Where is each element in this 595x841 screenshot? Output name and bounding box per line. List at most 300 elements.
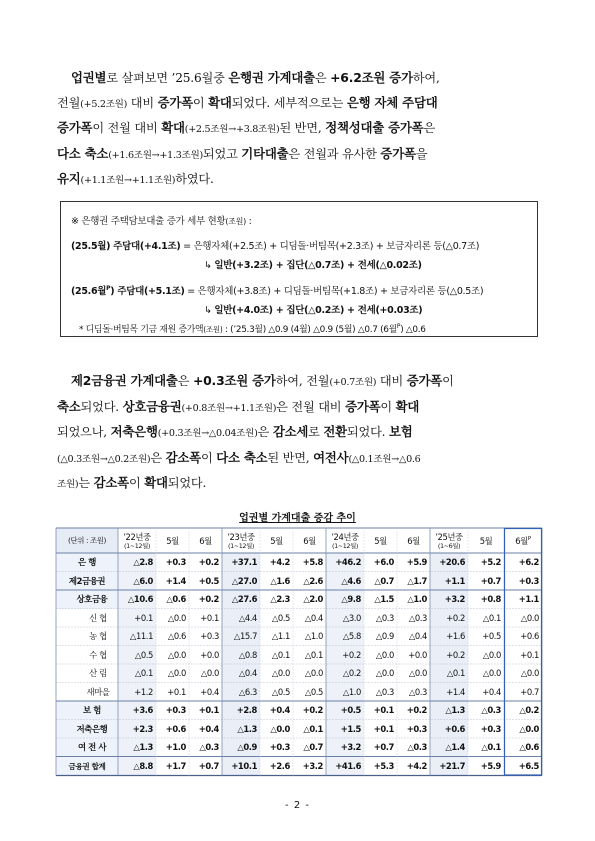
table-cell: △0.4 (222, 664, 260, 683)
table-cell: +0.3 (468, 720, 504, 739)
body-text: 은 (314, 71, 331, 85)
table-cell: △0.8 (222, 646, 260, 665)
table-cell: △0.0 (364, 664, 397, 683)
col-head (222, 528, 260, 553)
body-text: 하여, (412, 71, 440, 85)
paragraph-banking-sector (57, 66, 539, 193)
table-cell: +0.1 (504, 646, 542, 665)
col-head-sub: (1~12월) (332, 541, 358, 550)
col-head-text: 6월 (515, 535, 528, 546)
table-cell: +0.5 (189, 572, 222, 591)
table-cell: △1.4 (430, 738, 468, 757)
table-cell: +0.2 (189, 590, 222, 609)
table-cell: △0.0 (364, 646, 397, 665)
table-cell: △27.0 (222, 572, 260, 591)
table-cell: +0.4 (189, 683, 222, 702)
emphasis-text: 증가폭 (380, 145, 416, 161)
box-arrow-1: ↳ (204, 260, 215, 271)
table-cell: +0.3 (189, 627, 222, 646)
table-cell: +0.0 (189, 646, 222, 665)
table-cell: △0.1 (468, 738, 504, 757)
table-row (56, 553, 542, 572)
table-cell: +2.8 (222, 701, 260, 720)
table-cell: △1.1 (260, 627, 293, 646)
table-cell: △0.0 (397, 664, 430, 683)
table-cell: +10.1 (222, 757, 260, 776)
table-cell: △1.5 (364, 590, 397, 609)
body-text: 로 (308, 425, 324, 439)
emphasis-text: +0.3조원 증가 (192, 373, 276, 388)
table-title-text: 업권별 가계대출 증감 추이 (239, 513, 356, 524)
table-cell: +6.5 (504, 757, 542, 776)
emphasis-text: 확대 (395, 398, 420, 414)
table-cell: △6.0 (118, 572, 156, 591)
body-text: 하여, 전월 (275, 374, 330, 388)
box-title-unit: (조원) (225, 217, 246, 226)
body-text: 되었고 (202, 146, 242, 161)
table-cell: +0.0 (397, 646, 430, 665)
table-cell: △0.9 (364, 627, 397, 646)
para2-line-2 (57, 395, 539, 421)
table-cell: +0.1 (364, 701, 397, 720)
table-cell: △0.7 (364, 572, 397, 591)
table-cell: △0.1 (468, 609, 504, 628)
table-cell: +0.3 (504, 572, 542, 591)
col-head: 6월 (397, 528, 430, 553)
emphasis-text: 상호금융권 (122, 398, 182, 414)
table-cell: △0.6 (156, 627, 189, 646)
col-head (326, 528, 364, 553)
table-cell: +1.5 (326, 720, 364, 739)
table-cell: +1.0 (156, 738, 189, 757)
table-cell: △9.8 (326, 590, 364, 609)
table-cell: +20.6 (430, 553, 468, 572)
table-cell: △0.7 (293, 738, 326, 757)
table-row (56, 720, 542, 739)
table-row (56, 738, 542, 757)
col-head-sup: P (527, 535, 531, 542)
table-cell: △1.6 (260, 572, 293, 591)
para2-line-3 (57, 420, 539, 446)
table-cell: △10.6 (118, 590, 156, 609)
body-text: 은 (257, 425, 273, 439)
emphasis-text: 여전사 (313, 449, 349, 465)
table-cell: +5.2 (468, 553, 504, 572)
table-row (56, 572, 542, 591)
emphasis-text: 전환 (323, 424, 347, 439)
table-cell: +5.9 (468, 757, 504, 776)
box-row-may-equation: = 은행자체(+2.5조) + 디딤돌·버팀목(+2.3조) + 보금자리론 등(△0.7조) (180, 241, 480, 252)
table-cell: +1.4 (156, 572, 189, 591)
body-text: 된 반면, (267, 450, 314, 465)
para1-line-5 (57, 167, 539, 193)
col-head: 5월 (156, 528, 189, 553)
table-cell: +1.7 (156, 757, 189, 776)
box-footnote-unit: (조원) (203, 325, 223, 334)
table-cell: +2.3 (118, 720, 156, 739)
table-row (56, 609, 542, 628)
col-head-latest (504, 528, 542, 553)
emphasis-text: 업권별 (71, 70, 107, 85)
table-cell: △0.3 (397, 683, 430, 702)
table-cell: +6.2 (504, 553, 542, 572)
table-cell: △0.0 (156, 609, 189, 628)
row-label: 여 전 사 (56, 738, 118, 757)
table-cell: +4.2 (260, 553, 293, 572)
table-cell: +0.2 (326, 646, 364, 665)
table-cell: △0.5 (260, 683, 293, 702)
emphasis-text: 기타대출 (241, 145, 289, 161)
emphasis-text: 감소폭 (93, 475, 129, 490)
box-title-end: : (245, 216, 252, 227)
box-title-text: ※ 은행권 주택담보대출 증가 세부 현황 (71, 216, 226, 227)
body-text: 은 (177, 374, 193, 388)
box-row-june-label-a: (25.6월 (71, 286, 107, 297)
body-text: (+1.1조원→+1.1조원) (80, 175, 176, 186)
table-cell: △2.0 (293, 590, 326, 609)
box-row-june (71, 283, 483, 297)
row-label: 저축은행 (56, 720, 118, 739)
col-head-text: ’25년중 (435, 531, 463, 542)
body-text: 되었으나, (57, 425, 111, 439)
body-text: 되었다. (80, 399, 123, 414)
emphasis-text: 정책성대출 증가폭 (325, 120, 424, 135)
emphasis-text: +6.2조원 증가 (330, 70, 413, 85)
table-cell: △0.0 (156, 664, 189, 683)
table-cell: +0.1 (364, 720, 397, 739)
row-label: 보 험 (56, 701, 118, 720)
table-cell: +0.4 (260, 701, 293, 720)
table-cell: △0.5 (260, 609, 293, 628)
body-text: 은 (423, 121, 436, 135)
table-cell: +5.3 (364, 757, 397, 776)
table-cell: △0.3 (397, 738, 430, 757)
table-cell: +46.2 (326, 553, 364, 572)
box-footnote-text: * 디딤돌·버팀목 기금 재원 증가액 (79, 325, 204, 335)
col-head-text: ’23년중 (227, 531, 255, 542)
table-cell: △0.9 (222, 738, 260, 757)
body-text: 대비 (376, 374, 407, 388)
table-cell: +4.2 (397, 757, 430, 776)
row-label: 신 협 (56, 609, 118, 628)
table-cell: +0.4 (189, 720, 222, 739)
box-arrow-2: ↳ (204, 305, 215, 316)
body-text: 이 (128, 476, 145, 490)
table-cell: △0.3 (397, 609, 430, 628)
table-cell: △0.0 (504, 664, 542, 683)
table-cell: +0.3 (156, 701, 189, 720)
body-text: (+1.6조원→+1.3조원) (108, 149, 203, 161)
table-cell: △8.8 (118, 757, 156, 776)
body-text: 은 (150, 450, 166, 465)
paragraph-nonbank-sector (57, 369, 539, 497)
col-head: 5월 (468, 528, 504, 553)
table-cell: +0.7 (468, 572, 504, 591)
table-cell: △11.1 (118, 627, 156, 646)
table-title (0, 509, 595, 524)
table-cell: +0.7 (504, 683, 542, 702)
table-cell: △0.2 (326, 664, 364, 683)
para2-line-5 (57, 471, 539, 497)
table-cell: +3.2 (430, 590, 468, 609)
emphasis-text: 감소세 (272, 424, 309, 439)
body-text: 을 (415, 146, 428, 161)
emphasis-text: 증가폭 (345, 398, 381, 414)
table-row (56, 627, 542, 646)
table-cell: △1.0 (397, 590, 430, 609)
box-title (71, 213, 252, 227)
emphasis-text: 증가폭 (157, 94, 193, 110)
col-head-text: ’22년중 (123, 531, 151, 542)
table-cell: +5.8 (293, 553, 326, 572)
table-cell: +0.3 (260, 738, 293, 757)
table-cell: +0.8 (468, 590, 504, 609)
table-cell: +41.6 (326, 757, 364, 776)
row-label: 금융권 합계 (56, 757, 118, 776)
body-text: 되었다. (167, 476, 207, 490)
emphasis-text: 감소폭 (165, 449, 201, 465)
emphasis-text: 저축은행 (110, 424, 158, 439)
box-row-june-label-b: ) 주담대(+5.1조) (110, 286, 185, 297)
table-cell: △0.6 (504, 738, 542, 757)
body-text: 조원) (57, 479, 79, 490)
body-text: 이 (200, 450, 217, 465)
unit-header: (단위 : 조원) (56, 528, 118, 553)
para2-line-1 (57, 369, 539, 395)
table-cell: △1.0 (293, 627, 326, 646)
table-row (56, 664, 542, 683)
body-text: 로 살펴보면 ’25.6월중 (106, 71, 229, 85)
body-text: 되었다. (346, 425, 389, 439)
table-cell: △0.0 (260, 720, 293, 739)
page-number: - 2 - (285, 800, 310, 811)
table-cell: △3.0 (326, 609, 364, 628)
table-cell: △0.1 (430, 664, 468, 683)
table-cell: △1.0 (326, 683, 364, 702)
row-label: 산 림 (56, 664, 118, 683)
body-text: 하였다. (175, 172, 214, 186)
table-cell: △0.0 (468, 664, 504, 683)
table-cell: △0.0 (189, 664, 222, 683)
body-text: 이 (442, 374, 454, 388)
emphasis-text: 다소 축소 (216, 449, 268, 465)
table-cell: △0.1 (293, 646, 326, 665)
emphasis-text: 증가폭 (57, 120, 93, 135)
table-cell: △27.6 (222, 590, 260, 609)
para1-line-2 (57, 91, 539, 117)
table-cell: +0.5 (468, 627, 504, 646)
emphasis-text: 은행 자체 주담대 (346, 94, 438, 110)
col-head: 5월 (260, 528, 293, 553)
table-cell: △4.4 (222, 609, 260, 628)
body-text: 대비 (127, 95, 158, 110)
row-label: 제2금융권 (56, 572, 118, 591)
row-label: 새마을 (56, 683, 118, 702)
table-cell: △1.3 (430, 701, 468, 720)
table-cell: +1.4 (430, 683, 468, 702)
table-cell: +5.9 (397, 553, 430, 572)
body-text: 은 전월과 유사한 (288, 146, 381, 161)
emphasis-text: 확대 (208, 94, 232, 110)
table-cell: △0.6 (156, 590, 189, 609)
table-cell: △0.0 (293, 664, 326, 683)
row-label: 상호금융 (56, 590, 118, 609)
body-text: 은 전월 대비 (276, 399, 346, 414)
col-head-sub: (1~12월) (124, 541, 150, 550)
table-cell: △1.3 (118, 738, 156, 757)
body-text: 된 반면, (279, 121, 326, 135)
emphasis-text: 보험 (389, 424, 413, 439)
table-cell: +0.7 (189, 757, 222, 776)
table-cell: +0.4 (468, 683, 504, 702)
body-text: 이 전월 대비 (92, 121, 162, 135)
table-cell: +3.6 (118, 701, 156, 720)
para1-line-4 (57, 142, 539, 168)
table-row (56, 646, 542, 665)
table-cell: +2.6 (260, 757, 293, 776)
body-text: 는 (78, 476, 94, 490)
table-cell: +0.1 (156, 683, 189, 702)
table-cell: △0.3 (364, 683, 397, 702)
table-cell: △2.8 (118, 553, 156, 572)
table-row (56, 683, 542, 702)
box-footnote-sup: P (396, 323, 401, 331)
body-text: 되었다. 세부적으로는 (231, 95, 347, 110)
loan-trend-table (56, 528, 542, 776)
table-cell: △0.0 (468, 646, 504, 665)
para2-line-4 (57, 446, 539, 472)
col-head-text: ’24년중 (331, 531, 359, 542)
table-cell: △1.3 (222, 720, 260, 739)
box-row-june-equation: = 은행자체(+3.8조) + 디딤돌·버팀목(+1.8조) + 보금자리론 등(△0.5조) (184, 286, 484, 297)
table-cell: △0.3 (364, 609, 397, 628)
table-cell: +37.1 (222, 553, 260, 572)
table-cell: +3.2 (326, 738, 364, 757)
emphasis-text: 은행권 가계대출 (228, 70, 315, 85)
table-cell: △0.3 (468, 701, 504, 720)
table-cell: +1.6 (430, 627, 468, 646)
emphasis-text: 제2금융권 가계대출 (71, 373, 178, 388)
table-cell: △6.3 (222, 683, 260, 702)
body-text: (+5.2조원) (80, 98, 128, 110)
table-cell: △4.6 (326, 572, 364, 591)
table-cell: △0.1 (293, 720, 326, 739)
table-cell: +0.7 (364, 738, 397, 757)
table-cell: +1.1 (430, 572, 468, 591)
col-head (430, 528, 468, 553)
table-cell: +0.2 (430, 646, 468, 665)
table-cell: +0.6 (504, 627, 542, 646)
box-footnote-values: : (’25.3월) △0.9 (4월) △0.9 (5월) △0.7 (6월 (222, 325, 397, 335)
emphasis-text: 유지 (57, 171, 81, 186)
emphasis-text: 증가폭 (406, 373, 443, 388)
table-row (56, 590, 542, 609)
para1-line-3 (57, 116, 539, 142)
table-cell: +0.2 (397, 701, 430, 720)
table-header-row (56, 528, 542, 553)
emphasis-text: 확대 (161, 120, 185, 135)
body-text: 이 (192, 95, 209, 110)
body-text: (+0.3조원→△0.04조원) (157, 428, 258, 439)
col-head: 5월 (364, 528, 397, 553)
table-cell: +3.2 (293, 757, 326, 776)
table-cell: △0.5 (118, 646, 156, 665)
table-cell: +1.2 (118, 683, 156, 702)
table-cell: △2.3 (260, 590, 293, 609)
table-cell: +21.7 (430, 757, 468, 776)
table-cell: +0.2 (293, 701, 326, 720)
table-cell: +0.3 (156, 553, 189, 572)
box-footnote (79, 322, 426, 335)
table-cell: +0.2 (189, 553, 222, 572)
table-cell: +0.1 (189, 609, 222, 628)
box-row-june-sup: P (106, 284, 111, 292)
table-cell: △0.4 (397, 627, 430, 646)
table-cell: △5.8 (326, 627, 364, 646)
table-cell: △0.0 (504, 720, 542, 739)
table-cell: +0.3 (397, 720, 430, 739)
table-cell: +0.6 (430, 720, 468, 739)
table-cell: △0.5 (293, 683, 326, 702)
col-head: 6월 (293, 528, 326, 553)
body-text: (△0.1조원→△0.6 (348, 453, 421, 465)
emphasis-text: 축소 (57, 398, 81, 414)
row-label: 농 협 (56, 627, 118, 646)
table-cell: △0.4 (293, 609, 326, 628)
row-label: 수 협 (56, 646, 118, 665)
body-text: (△0.3조원→△0.2조원) (57, 453, 151, 465)
box-row-june-sub (204, 302, 422, 316)
body-text: (+0.7조원) (329, 377, 377, 388)
box-row-may (71, 238, 479, 252)
col-head: 6월 (189, 528, 222, 553)
table-cell: △0.0 (504, 609, 542, 628)
body-text: 전월 (57, 95, 81, 110)
body-text: (+2.5조원→+3.8조원) (184, 124, 280, 135)
col-head (118, 528, 156, 553)
table-cell: △0.3 (189, 738, 222, 757)
body-text: 이 (380, 399, 396, 414)
table-cell: △1.7 (397, 572, 430, 591)
emphasis-text: 다소 축소 (57, 145, 109, 161)
table-cell: +0.2 (430, 609, 468, 628)
box-row-june-breakdown: 일반(+4.0조) + 집단(△0.2조) + 전세(+0.03조) (214, 305, 423, 316)
table-cell: △0.2 (504, 701, 542, 720)
row-label: 은 행 (56, 553, 118, 572)
body-text: (+0.8조원→+1.1조원) (181, 402, 277, 414)
table-cell: +0.1 (118, 609, 156, 628)
table-cell: +1.1 (504, 590, 542, 609)
table-cell: +6.0 (364, 553, 397, 572)
emphasis-text: 확대 (144, 475, 168, 490)
box-row-may-label: (25.5월) 주담대(+4.1조) (71, 241, 181, 252)
mortgage-detail-box (60, 201, 538, 337)
table-cell: +0.6 (156, 720, 189, 739)
table-cell: △2.6 (293, 572, 326, 591)
table-cell: +0.5 (326, 701, 364, 720)
table-cell: △0.1 (118, 664, 156, 683)
table-row (56, 701, 542, 720)
table-cell: △0.0 (156, 646, 189, 665)
box-row-may-breakdown: 일반(+3.2조) + 집단(△0.7조) + 전세(△0.02조) (214, 260, 422, 271)
table-cell: +0.1 (189, 701, 222, 720)
table-cell: △0.1 (260, 646, 293, 665)
table-cell: △15.7 (222, 627, 260, 646)
box-row-may-sub (204, 257, 422, 271)
table-total-row (56, 757, 542, 776)
para1-line-1 (57, 66, 539, 91)
col-head-sub: (1~12월) (228, 541, 254, 550)
